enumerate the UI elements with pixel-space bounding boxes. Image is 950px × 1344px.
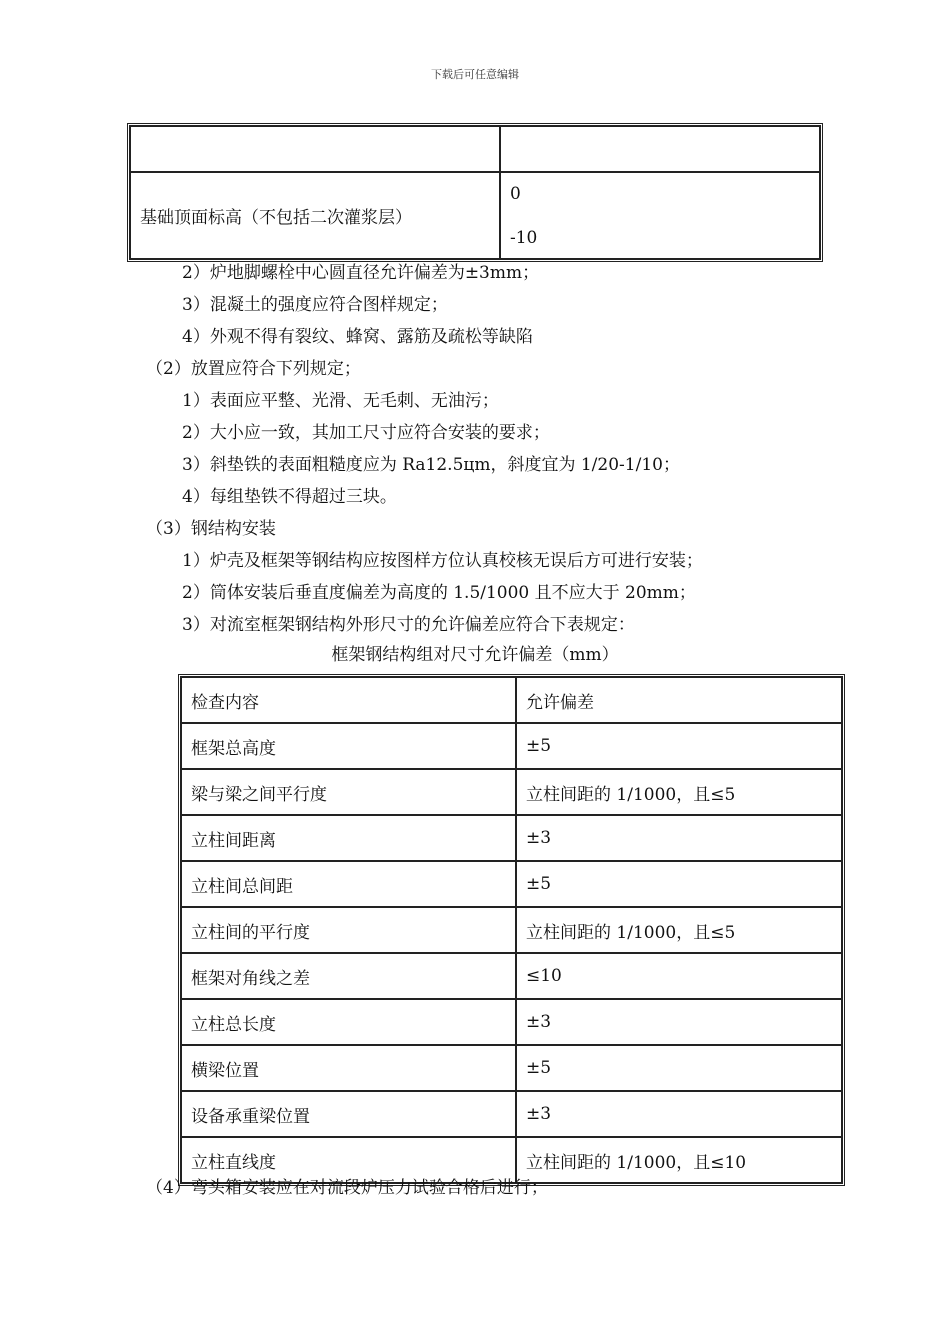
table-cell-item: 梁与梁之间平行度 (181, 769, 516, 815)
table-cell-tolerance: ±3 (516, 1091, 842, 1137)
paragraph: 2）炉地脚螺栓中心圆直径允许偏差为±3mm； (182, 263, 540, 283)
column-header-item: 检查内容 (181, 677, 516, 723)
table-cell-tolerance: ±5 (516, 723, 842, 769)
table-cell-value (500, 172, 820, 259)
table-cell-item: 立柱间总间距 (181, 861, 516, 907)
upper-tolerance: 0 (510, 183, 521, 204)
table-cell-item: 立柱间距离 (181, 815, 516, 861)
paragraph: 1）炉壳及框架等钢结构应按图样方位认真校核无误后方可进行安装； (182, 551, 703, 571)
table-cell-item: 设备承重梁位置 (181, 1091, 516, 1137)
page-header: 下载后可任意编辑 (431, 68, 519, 81)
paragraph: 1）表面应平整、光滑、无毛刺、无油污； (182, 391, 499, 411)
table-cell-tolerance: ±5 (516, 1045, 842, 1091)
section-heading: （2）放置应符合下列规定； (146, 359, 361, 379)
frame-tolerance-table (178, 674, 845, 1186)
table-cell-tolerance: ≤10 (516, 953, 842, 999)
paragraph: 4）每组垫铁不得超过三块。 (182, 487, 397, 507)
table-caption: 框架钢结构组对尺寸允许偏差（mm） (331, 645, 619, 665)
table-cell-item: 立柱间的平行度 (181, 907, 516, 953)
table-cell-tolerance: 立柱间距的 1/1000，且≤10 (516, 1137, 842, 1183)
table-row (181, 769, 842, 815)
table-row (181, 1045, 842, 1091)
table-row (181, 999, 842, 1045)
table-cell-item: 立柱直线度 (181, 1137, 516, 1183)
table-cell-tolerance: 立柱间距的 1/1000，且≤5 (516, 769, 842, 815)
table-cell-label (130, 126, 500, 172)
table-row (181, 1137, 842, 1183)
paragraph: 3）斜垫铁的表面粗糙度应为 Ra12.5цm，斜度宜为 1/20-1/10； (182, 455, 680, 475)
table-cell-item: 框架对角线之差 (181, 953, 516, 999)
table-cell-tolerance: ±3 (516, 999, 842, 1045)
table-cell-tolerance: ±3 (516, 815, 842, 861)
lower-tolerance: -10 (510, 227, 538, 248)
table-row (181, 953, 842, 999)
table-cell-label: 基础顶面标高（不包括二次灌浆层） (130, 172, 500, 259)
paragraph: 2）大小应一致，其加工尺寸应符合安装的要求； (182, 423, 550, 443)
foundation-tolerance-table (127, 123, 823, 262)
table-row (181, 861, 842, 907)
table-cell-item: 立柱总长度 (181, 999, 516, 1045)
column-header-tolerance: 允许偏差 (516, 677, 842, 723)
paragraph: 3）混凝土的强度应符合图样规定； (182, 295, 448, 315)
table-row (181, 907, 842, 953)
paragraph: 4）外观不得有裂纹、蜂窝、露筋及疏松等缺陷 (182, 327, 533, 347)
table-header-row (181, 677, 842, 723)
table-cell-item: 框架总高度 (181, 723, 516, 769)
table-row (130, 172, 820, 259)
table-row (181, 1091, 842, 1137)
table-cell-tolerance: 立柱间距的 1/1000，且≤5 (516, 907, 842, 953)
paragraph: 3）对流室框架钢结构外形尺寸的允许偏差应符合下表规定： (182, 615, 635, 635)
table-row (181, 815, 842, 861)
section-heading: （4）弯头箱安装应在对流段炉压力试验合格后进行； (146, 1178, 548, 1198)
table-row (130, 126, 820, 172)
section-heading: （3）钢结构安装 (146, 519, 276, 539)
table-cell-item: 横梁位置 (181, 1045, 516, 1091)
table-row (181, 723, 842, 769)
table-cell-value (500, 126, 820, 172)
table-cell-tolerance: ±5 (516, 861, 842, 907)
paragraph: 2）筒体安装后垂直度偏差为高度的 1.5/1000 且不应大于 20mm； (182, 583, 696, 603)
